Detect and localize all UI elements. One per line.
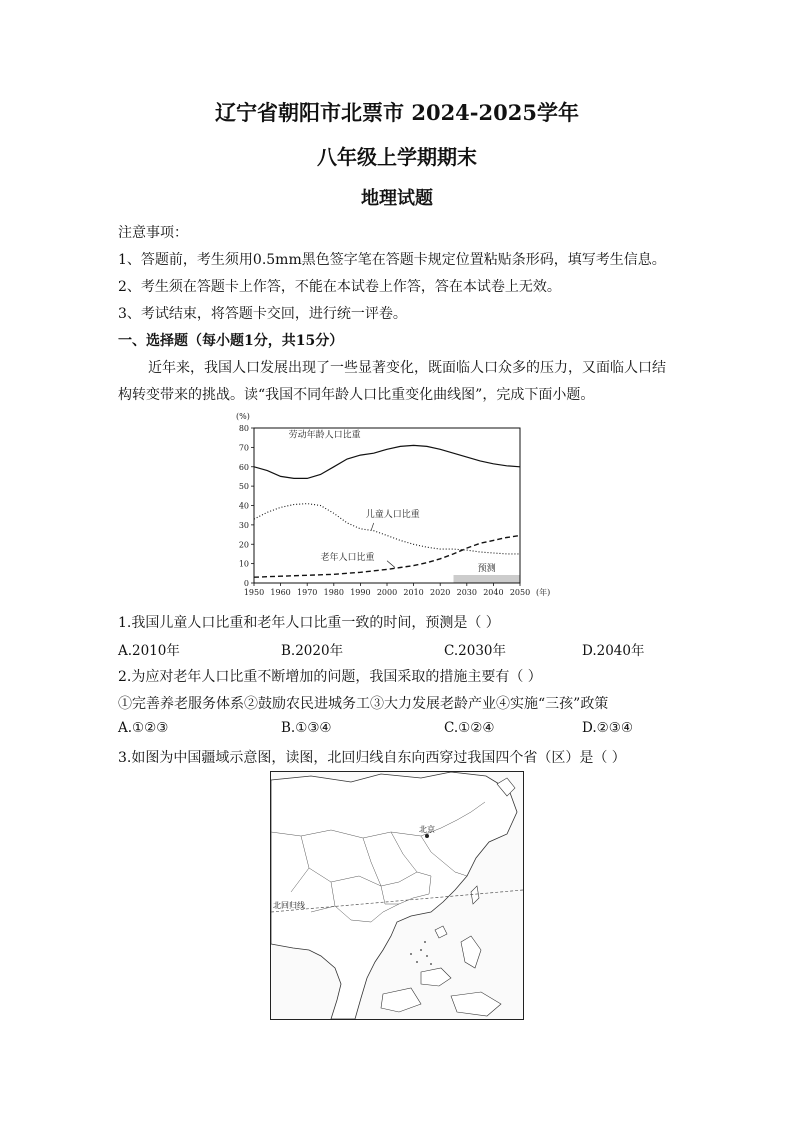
exam-title-line3: 地理试题 (361, 188, 433, 209)
q2-option-b[interactable]: B.①③④ (281, 720, 332, 736)
y-tick-label: 60 (238, 462, 249, 472)
y-tick-label: 10 (238, 559, 249, 569)
exam-title-line1: 辽宁省朝阳市北票市 2024-2025学年 (215, 100, 579, 125)
q2-option-c[interactable]: C.①②④ (444, 720, 495, 736)
x-tick-label: 2000 (376, 588, 398, 597)
y-tick-label: 20 (238, 540, 249, 550)
notice-item-3: 3、考试结束，将答题卡交回，进行统一评卷。 (118, 306, 407, 322)
notice-item-1: 1、答题前，考生须用0.5mm黑色签字笔在答题卡规定位置粘贴条形码，填写考生信息。 (118, 252, 666, 268)
q1-option-c[interactable]: C.2030年 (444, 643, 506, 659)
x-tick-label: 1980 (323, 588, 344, 597)
x-tick-label: 2050 (509, 588, 531, 597)
map-islets (410, 941, 432, 965)
x-tick-label: 2040 (483, 588, 504, 597)
x-axis-unit: (年) (536, 588, 551, 597)
y-tick-label: 0 (243, 579, 249, 588)
children-label-pointer (371, 523, 374, 531)
elderly-label-pointer (387, 561, 395, 568)
intro-line-2: 构转变带来的挑战。读“我国不同年龄人口比重变化曲线图”，完成下面小题。 (118, 387, 595, 403)
x-tick-label: 1990 (350, 588, 371, 597)
y-tick-label: 50 (238, 482, 249, 492)
q1-stem: 1.我国儿童人口比重和老年人口比重一致的时间，预测是（ ） (118, 615, 500, 631)
series-label-working-age: 劳动年龄人口比重 (288, 430, 361, 441)
plot-frame (254, 428, 520, 583)
q2-option-d[interactable]: D.②③④ (582, 720, 633, 736)
china-territory-map (270, 771, 524, 1020)
section-heading: 一、选择题（每小题1分，共15分） (118, 333, 344, 349)
q3-stem: 3.如图为中国疆域示意图，读图，北回归线自东向西穿过我国四个省（区）是（ ） (118, 750, 626, 766)
q1-option-d[interactable]: D.2040年 (582, 643, 645, 659)
x-tick-label: 2030 (456, 588, 477, 597)
y-axis-unit: (%) (236, 412, 250, 421)
exam-title-line2: 八年级上学期期末 (317, 145, 477, 169)
q2-stem: 2.为应对老年人口比重不断增加的问题，我国采取的措施主要有（ ） (118, 669, 542, 685)
series-label-elderly: 老年人口比重 (320, 552, 375, 563)
x-tick-label: 2010 (403, 588, 424, 597)
x-tick-label: 1970 (297, 588, 318, 597)
series-label-children: 儿童人口比重 (365, 510, 420, 521)
q2-option-a[interactable]: A.①②③ (118, 720, 169, 736)
y-tick-label: 30 (238, 520, 249, 530)
population-ratio-chart (228, 405, 568, 601)
forecast-label: 预测 (477, 564, 496, 574)
intro-line-1: 近年来，我国人口发展出现了一些显著变化，既面临人口众多的压力，又面临人口结 (148, 360, 666, 376)
forecast-band (454, 575, 521, 583)
x-tick-label: 1960 (270, 588, 291, 597)
q1-option-a[interactable]: A.2010年 (118, 643, 180, 659)
beijing-marker (425, 834, 429, 838)
q1-option-b[interactable]: B.2020年 (281, 643, 344, 659)
x-axis (244, 583, 530, 597)
x-tick-label: 1950 (243, 588, 265, 597)
map-landmass (271, 772, 517, 1019)
map-drawing (271, 772, 523, 1019)
notice-heading: 注意事项： (118, 225, 188, 241)
y-axis (239, 424, 254, 588)
y-tick-label: 40 (238, 501, 249, 511)
q2-statements: ①完善养老服务体系②鼓励农民进城务工③大力发展老龄产业④实施“三孩”政策 (118, 696, 609, 712)
y-tick-label: 80 (238, 424, 249, 433)
y-tick-label: 70 (238, 443, 249, 453)
beijing-label: 北京 (419, 825, 435, 834)
x-tick-label: 2020 (430, 588, 451, 597)
tropic-label: 北回归线 (273, 901, 305, 910)
notice-item-2: 2、考生须在答题卡上作答，不能在本试卷上作答，答在本试卷上无效。 (118, 279, 561, 295)
series-line-1 (254, 445, 520, 478)
